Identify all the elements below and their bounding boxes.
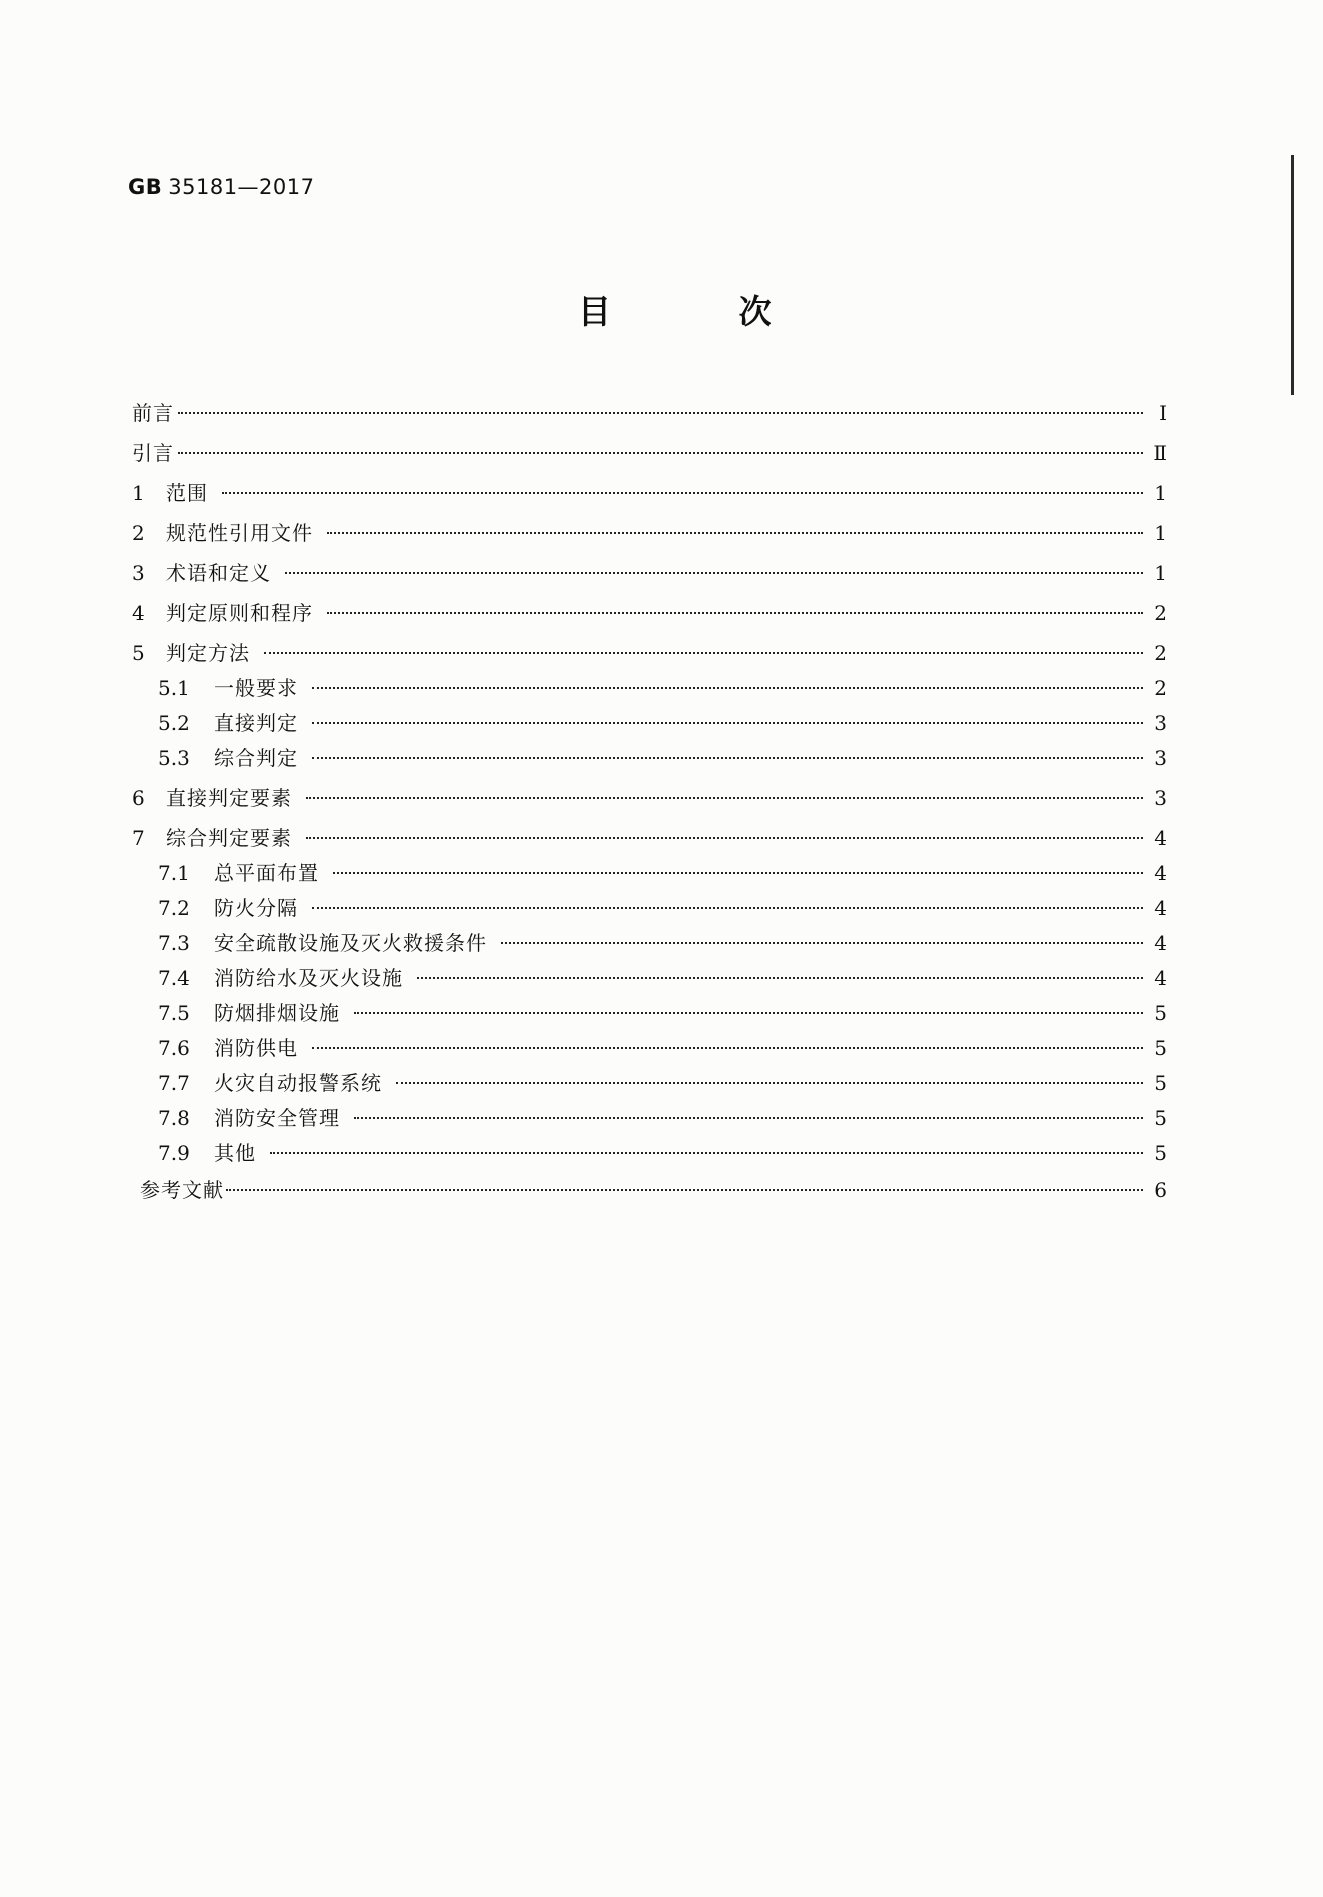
toc-entry-label: 其他 bbox=[214, 1141, 256, 1165]
toc-entry-5-3[interactable] bbox=[158, 743, 1167, 773]
toc-entry-label: 前言 bbox=[132, 401, 174, 425]
toc-entry-page: 1 bbox=[1154, 561, 1167, 585]
toc-entry-7-2[interactable] bbox=[158, 893, 1167, 923]
toc-entry-number: 7.9 bbox=[158, 1141, 190, 1165]
dot-leader bbox=[222, 492, 1143, 494]
toc-entry-1[interactable] bbox=[132, 478, 1167, 508]
toc-entry-page: 6 bbox=[1154, 1178, 1167, 1202]
toc-entry-2[interactable] bbox=[132, 518, 1167, 548]
toc-entry-number: 7.1 bbox=[158, 861, 190, 885]
toc-entry-label: 范围 bbox=[166, 481, 208, 505]
toc-entry-7-7[interactable] bbox=[158, 1068, 1167, 1098]
toc-entry-number: 7.3 bbox=[158, 931, 190, 955]
toc-entry-number: 7 bbox=[132, 826, 145, 850]
toc-entry-page: Ⅰ bbox=[1159, 401, 1167, 425]
toc-entry-foreword[interactable] bbox=[132, 398, 1167, 428]
dot-leader bbox=[312, 757, 1143, 759]
toc-entry-label: 消防供电 bbox=[214, 1036, 298, 1060]
toc-entry-number: 7.8 bbox=[158, 1106, 190, 1130]
toc-entry-4[interactable] bbox=[132, 598, 1167, 628]
toc-entry-label: 一般要求 bbox=[214, 676, 298, 700]
dot-leader bbox=[226, 1189, 1143, 1191]
toc-entry-label: 判定方法 bbox=[166, 641, 250, 665]
toc-entry-5-1[interactable] bbox=[158, 673, 1167, 703]
toc-entry-number: 6 bbox=[132, 786, 145, 810]
dot-leader bbox=[312, 722, 1143, 724]
toc-entry-7-1[interactable] bbox=[158, 858, 1167, 888]
dot-leader bbox=[312, 687, 1143, 689]
toc-entry-7-9[interactable] bbox=[158, 1138, 1167, 1168]
dot-leader bbox=[178, 452, 1143, 454]
dot-leader bbox=[327, 532, 1143, 534]
toc-entry-page: 4 bbox=[1154, 826, 1167, 850]
toc-entry-label: 消防给水及灭火设施 bbox=[214, 966, 403, 990]
toc-entry-7-3[interactable] bbox=[158, 928, 1167, 958]
toc-entry-number: 7.5 bbox=[158, 1001, 190, 1025]
table-of-contents bbox=[132, 0, 1167, 1897]
toc-entry-label: 直接判定 bbox=[214, 711, 298, 735]
toc-entry-page: Ⅱ bbox=[1153, 441, 1167, 465]
toc-entry-page: 5 bbox=[1154, 1071, 1167, 1095]
toc-entry-label: 总平面布置 bbox=[214, 861, 319, 885]
toc-entry-page: 2 bbox=[1154, 676, 1167, 700]
toc-entry-page: 4 bbox=[1154, 966, 1167, 990]
toc-entry-number: 7.7 bbox=[158, 1071, 190, 1095]
toc-entry-label: 判定原则和程序 bbox=[166, 601, 313, 625]
toc-entry-number: 5.3 bbox=[158, 746, 190, 770]
toc-entry-page: 2 bbox=[1154, 641, 1167, 665]
toc-entry-page: 4 bbox=[1154, 931, 1167, 955]
scan-edge-line bbox=[1291, 155, 1294, 395]
toc-entry-6[interactable] bbox=[132, 783, 1167, 813]
toc-entry-label: 火灾自动报警系统 bbox=[214, 1071, 382, 1095]
dot-leader bbox=[178, 412, 1143, 414]
toc-entry-5-2[interactable] bbox=[158, 708, 1167, 738]
toc-entry-number: 7.4 bbox=[158, 966, 190, 990]
toc-entry-7[interactable] bbox=[132, 823, 1167, 853]
toc-entry-label: 防烟排烟设施 bbox=[214, 1001, 340, 1025]
dot-leader bbox=[270, 1152, 1143, 1154]
toc-entry-page: 5 bbox=[1154, 1036, 1167, 1060]
toc-entry-references[interactable] bbox=[140, 1175, 1167, 1205]
toc-entry-number: 7.2 bbox=[158, 896, 190, 920]
dot-leader bbox=[306, 837, 1143, 839]
toc-entry-number: 1 bbox=[132, 481, 145, 505]
dot-leader bbox=[306, 797, 1143, 799]
dot-leader bbox=[264, 652, 1143, 654]
dot-leader bbox=[417, 977, 1143, 979]
toc-entry-label: 参考文献 bbox=[140, 1178, 224, 1202]
dot-leader bbox=[327, 612, 1143, 614]
toc-entry-page: 3 bbox=[1154, 711, 1167, 735]
toc-entry-label: 防火分隔 bbox=[214, 896, 298, 920]
dot-leader bbox=[312, 907, 1143, 909]
toc-entry-number: 2 bbox=[132, 521, 145, 545]
dot-leader bbox=[285, 572, 1143, 574]
toc-entry-label: 安全疏散设施及灭火救援条件 bbox=[214, 931, 487, 955]
dot-leader bbox=[354, 1117, 1143, 1119]
toc-entry-page: 1 bbox=[1154, 521, 1167, 545]
toc-entry-7-5[interactable] bbox=[158, 998, 1167, 1028]
dot-leader bbox=[501, 942, 1143, 944]
toc-entry-7-4[interactable] bbox=[158, 963, 1167, 993]
toc-entry-page: 5 bbox=[1154, 1141, 1167, 1165]
toc-entry-page: 3 bbox=[1154, 786, 1167, 810]
toc-entry-number: 5.2 bbox=[158, 711, 190, 735]
toc-entry-label: 综合判定 bbox=[214, 746, 298, 770]
toc-entry-label: 术语和定义 bbox=[166, 561, 271, 585]
toc-entry-7-6[interactable] bbox=[158, 1033, 1167, 1063]
toc-entry-3[interactable] bbox=[132, 558, 1167, 588]
toc-entry-introduction[interactable] bbox=[132, 438, 1167, 468]
toc-entry-page: 4 bbox=[1154, 861, 1167, 885]
toc-entry-page: 1 bbox=[1154, 481, 1167, 505]
toc-entry-number: 5 bbox=[132, 641, 145, 665]
dot-leader bbox=[333, 872, 1143, 874]
toc-entry-number: 4 bbox=[132, 601, 145, 625]
toc-entry-page: 4 bbox=[1154, 896, 1167, 920]
toc-entry-number: 5.1 bbox=[158, 676, 190, 700]
page-title: 目 次 bbox=[578, 292, 830, 331]
dot-leader bbox=[396, 1082, 1143, 1084]
dot-leader bbox=[312, 1047, 1143, 1049]
dot-leader bbox=[354, 1012, 1143, 1014]
toc-entry-label: 综合判定要素 bbox=[166, 826, 292, 850]
toc-entry-label: 规范性引用文件 bbox=[166, 521, 313, 545]
toc-entry-label: 直接判定要素 bbox=[166, 786, 292, 810]
toc-entry-label: 消防安全管理 bbox=[214, 1106, 340, 1130]
toc-entry-page: 5 bbox=[1154, 1106, 1167, 1130]
standard-prefix: GB bbox=[128, 175, 163, 199]
toc-entry-5[interactable] bbox=[132, 638, 1167, 668]
toc-entry-page: 2 bbox=[1154, 601, 1167, 625]
toc-entry-7-8[interactable] bbox=[158, 1103, 1167, 1133]
toc-entry-page: 3 bbox=[1154, 746, 1167, 770]
toc-entry-number: 3 bbox=[132, 561, 145, 585]
toc-entry-number: 7.6 bbox=[158, 1036, 190, 1060]
standard-number: 35181—2017 bbox=[168, 175, 315, 199]
toc-entry-label: 引言 bbox=[132, 441, 174, 465]
toc-entry-page: 5 bbox=[1154, 1001, 1167, 1025]
